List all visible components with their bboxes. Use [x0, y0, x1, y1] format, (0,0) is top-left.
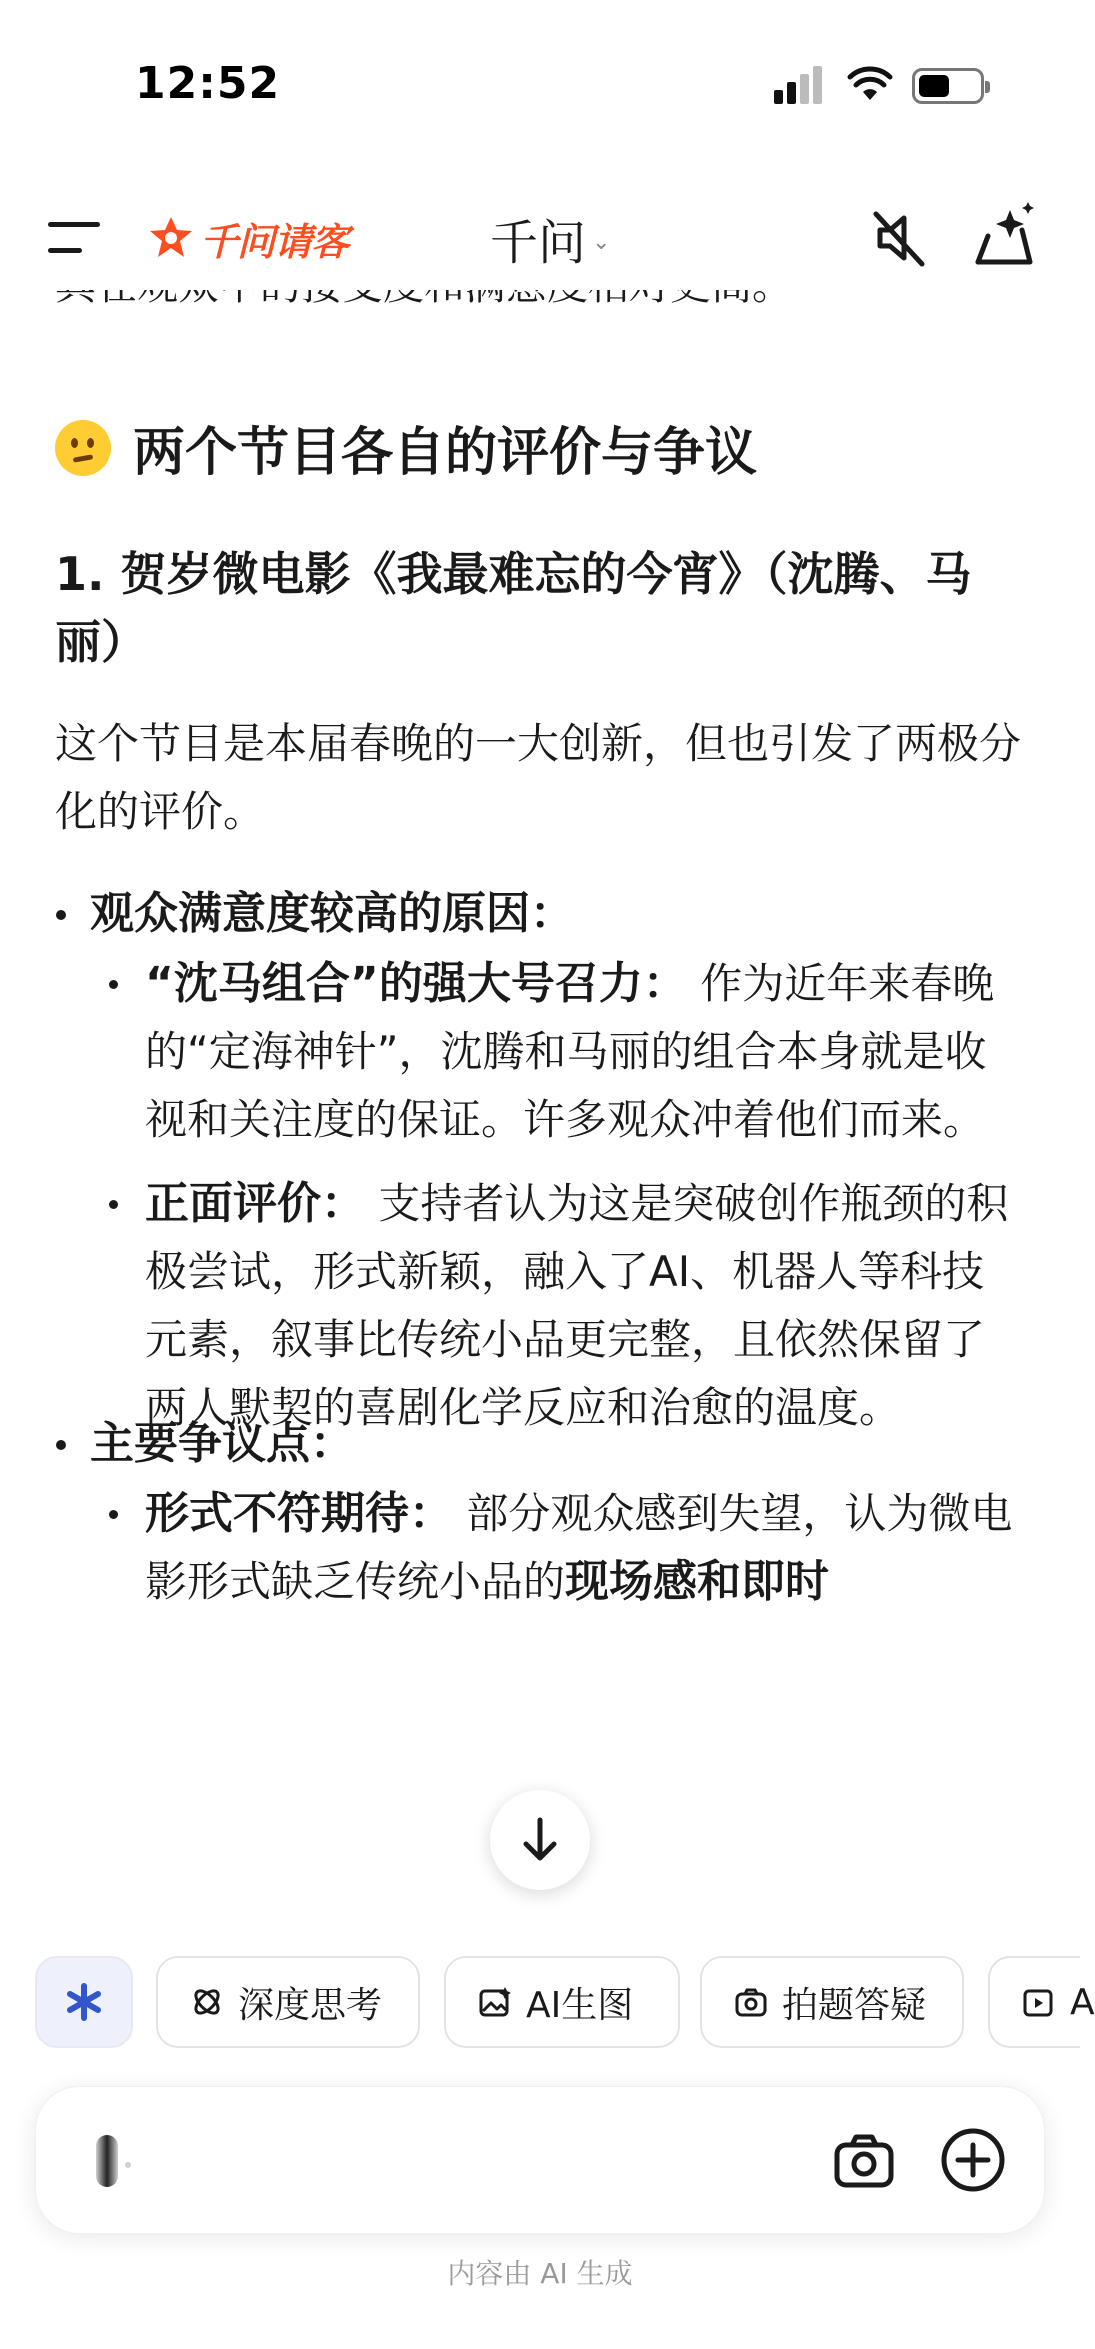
quick-action-ai-image[interactable]: [444, 1956, 680, 2048]
ai-disclaimer: 内容由 AI 生成: [447, 2257, 633, 2290]
intro-paragraph: 这个节目是本届春晚的一大创新，但也引发了两极分化的评价。: [55, 719, 1022, 836]
bullet-label: 主要争议点：: [90, 1418, 354, 1469]
chat-content: [0, 280, 1080, 1920]
quick-action-deep-think[interactable]: [156, 1956, 420, 2048]
bullet-text: 作为近年来春晚的“定海神针”，沈腾和马丽的组合本身就是收视和关注度的保证。许多观众冲着他们而来。: [145, 959, 995, 1144]
quick-actions-row: [0, 1950, 1095, 2050]
brand-logo[interactable]: [148, 208, 348, 268]
scroll-to-bottom-button[interactable]: [490, 1790, 590, 1890]
bullet-bold-text: 现场感和即时: [565, 1556, 830, 1607]
sparkle-asterisk-icon: [64, 1982, 104, 2022]
status-bar: [0, 0, 1080, 170]
bullet-label: 形式不符期待：: [145, 1488, 453, 1539]
status-time: 12:52: [135, 58, 281, 109]
bullet-level2: [145, 950, 1025, 1154]
bullet-text: 部分观众感到失望，认为微电影形式缺乏传统小品的: [145, 1489, 1013, 1606]
arrow-down-icon: [518, 1816, 562, 1864]
app-header: [0, 190, 1080, 290]
deep-think-icon: [190, 1985, 224, 2019]
section-heading-text: 两个节目各自的评价与争议: [133, 423, 758, 483]
new-chat-sparkle-icon[interactable]: [972, 202, 1036, 270]
thinking-face-emoji-icon: [55, 420, 111, 476]
bullet-dot: [109, 980, 118, 989]
quick-action-sparkle[interactable]: [35, 1956, 133, 2048]
camera-icon[interactable]: [832, 2129, 896, 2193]
wifi-icon: [848, 64, 892, 104]
quick-action-label: A: [1070, 1981, 1095, 2023]
bullet-dot: [56, 910, 66, 920]
cellular-signal-icon: [774, 64, 826, 104]
bullet-level1: [90, 880, 1020, 948]
bullet-label: “沈马组合”的强大号召力：: [145, 958, 687, 1009]
quick-action-label: 深度思考: [238, 1984, 383, 2026]
model-switcher[interactable]: [490, 208, 611, 271]
menu-icon[interactable]: [48, 218, 104, 258]
bullet-label: 观众满意度较高的原因：: [90, 888, 574, 939]
quick-action-label: AI生图: [526, 1984, 634, 2026]
brand-logo-text: 千问请客: [200, 219, 349, 264]
model-name: 千问: [490, 214, 587, 271]
quick-action-photo-question[interactable]: [700, 1956, 964, 2048]
bullet-label: 正面评价：: [145, 1178, 365, 1229]
quick-action-label: 拍题答疑: [782, 1984, 927, 2026]
bullet-level1: [90, 1410, 1020, 1478]
section-heading: [55, 410, 757, 485]
quick-action-video[interactable]: [988, 1956, 1095, 2048]
bullet-dot: [109, 1200, 118, 1209]
mute-icon[interactable]: [866, 206, 930, 270]
video-gen-icon: [1022, 1985, 1056, 2019]
plus-circle-icon[interactable]: [940, 2127, 1006, 2193]
brand-logo-icon: [148, 215, 194, 261]
bullet-text: 支持者认为这是突破创作瓶颈的积极尝试，形式新颖，融入了AI、机器人等科技元素，叙事比传统小品更完整，且依然保留了两人默契的喜剧化学反应和治愈的温度。: [145, 1179, 1009, 1432]
voice-input-icon[interactable]: [88, 2135, 166, 2187]
bullet-level2: [145, 1170, 1025, 1442]
bullet-dot: [56, 1440, 66, 1450]
image-gen-icon: [478, 1985, 512, 2019]
bullet-level2: [145, 1480, 1025, 1616]
chevron-down-icon: ⌄: [592, 229, 611, 255]
chat-input-bar[interactable]: [35, 2086, 1045, 2234]
item-heading: 1. 贺岁微电影《我最难忘的今宵》（沈腾、马丽）: [55, 547, 972, 669]
bullet-dot: [109, 1510, 118, 1519]
camera-question-icon: [734, 1985, 768, 2019]
battery-icon: [912, 68, 984, 104]
